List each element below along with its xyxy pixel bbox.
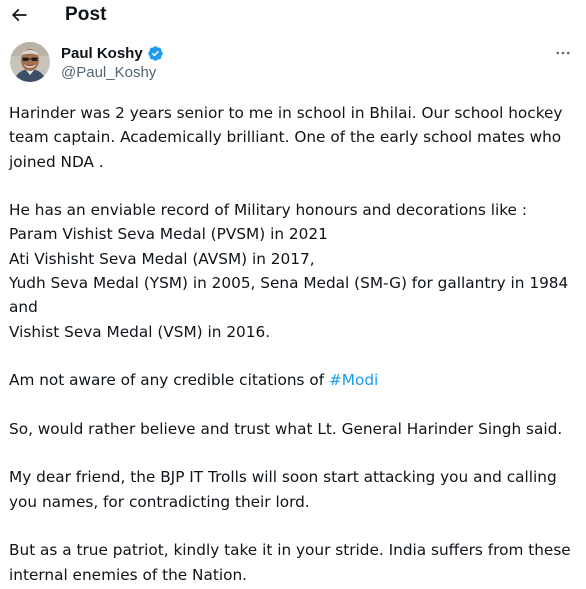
tweet-text [9, 101, 579, 587]
more-horizontal-icon [554, 44, 572, 62]
tweet-line: Yudh Seva Medal (YSM) in 2005, Sena Medal (SM-G) for gallantry in 1984 and [9, 274, 569, 317]
page-title: Post [65, 4, 107, 25]
more-options-button[interactable] [554, 44, 572, 62]
tweet-line: Param Vishist Seva Medal (PVSM) in 2021 [9, 225, 328, 244]
tweet-paragraph: So, would rather believe and trust what Lt. General Harinder Singh said. [9, 419, 563, 438]
tweet-paragraph [9, 368, 579, 392]
tweet-line: He has an enviable record of Military honours and decorations like : [9, 201, 527, 220]
avatar[interactable] [10, 42, 50, 82]
post-author [10, 42, 164, 82]
tweet-text-segment: Am not aware of any credible citations of [9, 371, 329, 390]
tweet-paragraph [9, 198, 579, 344]
author-handle[interactable]: @Paul_Koshy [61, 64, 157, 81]
hashtag-link[interactable]: #Modi [328, 371, 379, 390]
tweet-paragraph: But as a true patriot, kindly take it in your stride. India suffers from these internal enemies of the Nation. [9, 541, 571, 584]
tweet-paragraph: My dear friend, the BJP IT Trolls will soon start attacking you and calling you names, for contradicting their lord. [9, 468, 557, 511]
author-name[interactable]: Paul Koshy [61, 44, 143, 62]
avatar-image [10, 42, 50, 82]
back-button[interactable] [8, 4, 30, 26]
post-header [0, 0, 586, 32]
verified-badge-icon[interactable] [147, 45, 164, 62]
tweet-line: Vishist Seva Medal (VSM) in 2016. [9, 322, 271, 341]
tweet-paragraph: Harinder was 2 years senior to me in school in Bhilai. Our school hockey team captain. Academically brilliant. One of the early school mates who joined NDA . [9, 104, 563, 171]
tweet-line: Ati Vishisht Seva Medal (AVSM) in 2017, [9, 249, 315, 268]
arrow-left-icon [9, 5, 29, 25]
